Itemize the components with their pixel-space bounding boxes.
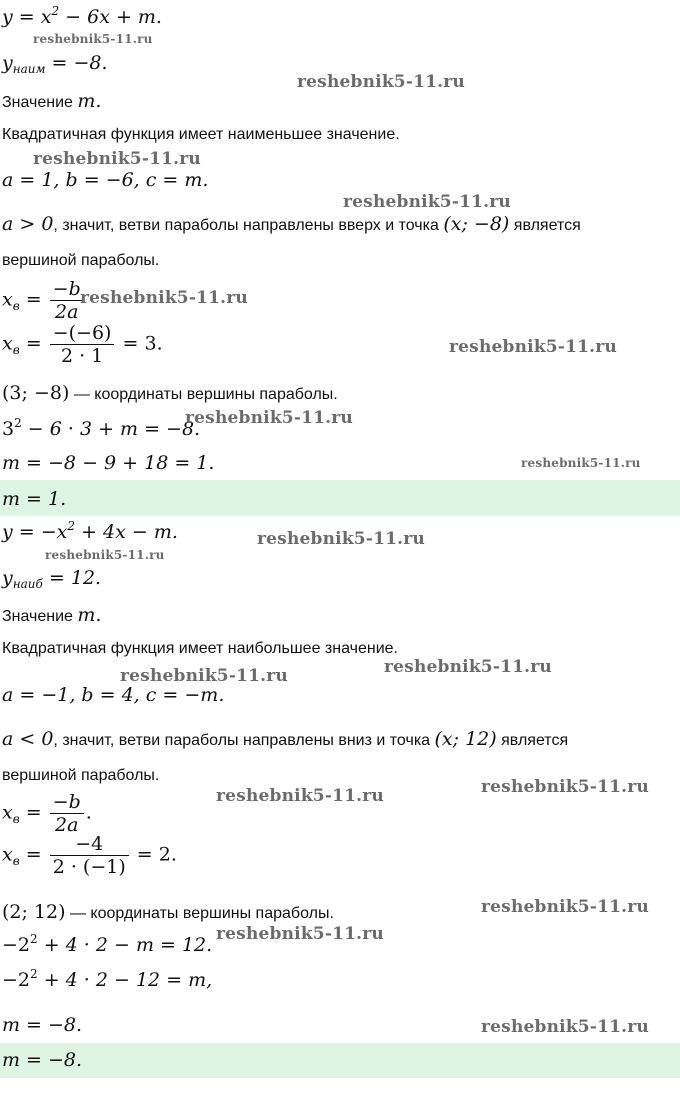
substitution-2: $-2^2 + 4 \cdot 2 - m = 12$. [2,932,213,956]
watermark: reshebnik5-11.ru [216,786,384,806]
watermark: reshebnik5-11.ru [481,1017,649,1037]
vertex-label-2: вершиной параболы. [2,767,160,784]
vertex-formula-1: $x_в$ = $\frac{-b}{2a}$ [2,278,86,323]
answer-2: m = −8. [2,1049,83,1071]
vertex-coords-2: (2; 12) — координаты вершины параболы. [2,901,334,923]
watermark: reshebnik5-11.ru [521,456,641,470]
watermark: reshebnik5-11.ru [80,288,248,308]
rearrange-2: $-2^2 + 4 \cdot 2 - 12 = m$, [2,967,213,991]
function-equation-1: $y = x^2 - 6x + m$. [2,4,162,28]
watermark: reshebnik5-11.ru [216,924,384,944]
watermark: reshebnik5-11.ru [481,897,649,917]
vertex-calc-1: $x_в$ = $\frac{-(-6)}{2 \cdot 1}$ = 3. [2,322,163,367]
watermark: reshebnik5-11.ru [343,192,511,212]
watermark: reshebnik5-11.ru [257,529,425,549]
find-label-1: Значение m. [2,90,102,112]
vertex-coords-1: (3; −8) — координаты вершины параболы. [2,382,338,404]
watermark: reshebnik5-11.ru [33,149,201,169]
min-value-1: $y_{наим} = -8$. [2,52,108,76]
watermark: reshebnik5-11.ru [297,72,465,92]
answer-highlight-2 [0,1043,680,1078]
watermark: reshebnik5-11.ru [185,408,353,428]
solve-m-1: m = −8 − 9 + 18 = 1. [2,452,215,474]
statement-2: Квадратичная функция имеет наибольшее значение. [2,640,398,657]
answer-highlight-1 [0,480,680,516]
watermark: reshebnik5-11.ru [449,337,617,357]
find-label-2: Значение m. [2,604,102,626]
vertex-label-1: вершиной параболы. [2,252,160,269]
coefficients-2: a = −1, b = 4, c = −m. [2,684,225,706]
watermark: reshebnik5-11.ru [384,657,552,677]
watermark: reshebnik5-11.ru [33,32,153,46]
condition-1: a > 0, значит, ветви параболы направлены вверх и точка (x; −8) является [2,213,581,235]
substitution-1: $3^2 - 6 \cdot 3 + m = -8$. [2,416,201,440]
coefficients-1: a = 1, b = −6, c = m. [2,169,209,191]
vertex-formula-2: $x_в$ = $\frac{-b}{2a}$ . [2,791,92,836]
watermark: reshebnik5-11.ru [481,777,649,797]
vertex-calc-2: $x_в$ = $\frac{-4}{2 \cdot (-1)}$ = 2. [2,833,177,878]
function-equation-2: $y = -x^2 + 4x - m$. [2,519,178,543]
condition-2: a < 0, значит, ветви параболы направлены вниз и точка (x; 12) является [2,728,569,750]
watermark: reshebnik5-11.ru [45,548,165,562]
solve-m-2: m = −8. [2,1014,83,1036]
statement-1: Квадратичная функция имеет наименьшее значение. [2,126,400,143]
watermark: reshebnik5-11.ru [120,666,288,686]
max-value-2: $y_{наиб} = 12$. [2,567,102,591]
answer-1: m = 1. [2,488,67,510]
